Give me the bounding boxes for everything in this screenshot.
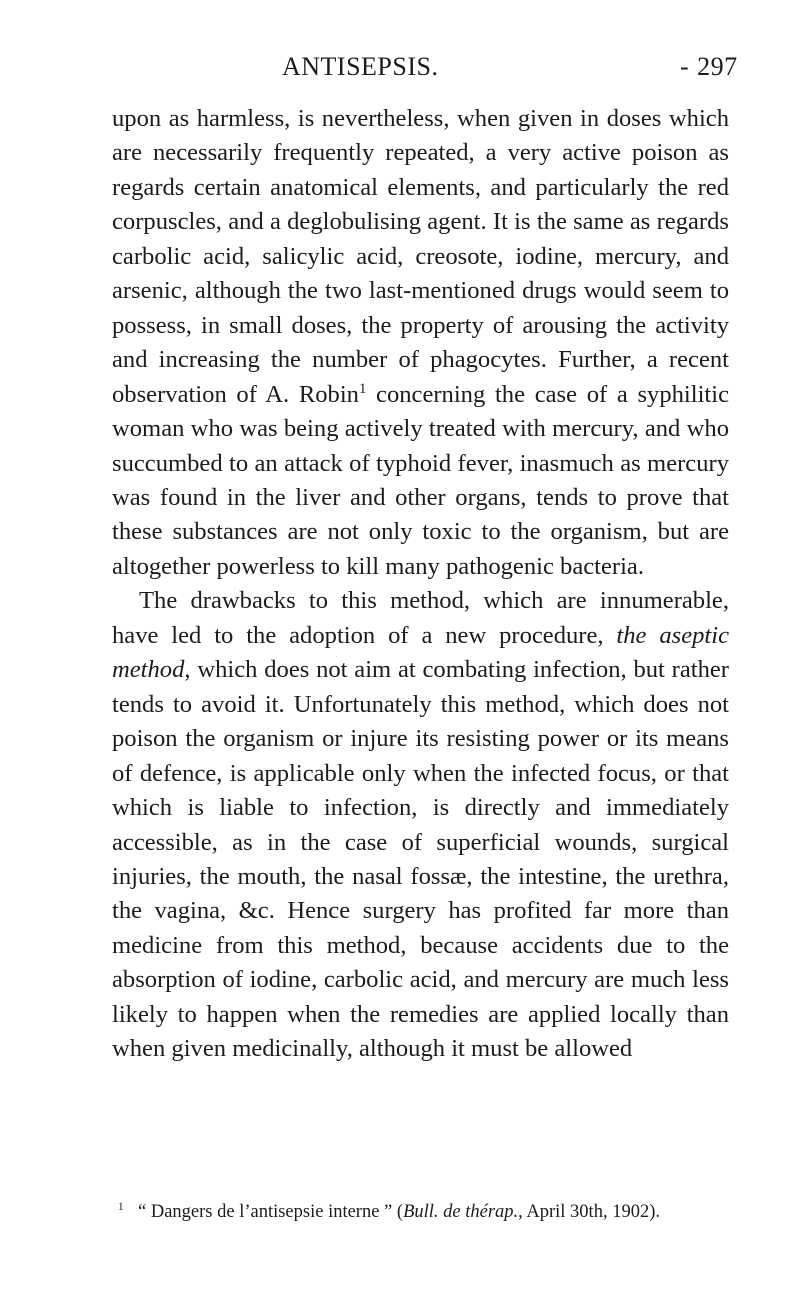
footnote — [112, 1200, 729, 1225]
footnote-text-b: , April 30th, 1902). — [518, 1202, 660, 1222]
running-head — [0, 52, 800, 92]
body-text — [112, 102, 729, 1067]
paragraph-2-text-b: , which does not aim at combating infection, but rather tends to avoid it. Unfortunately this method, which does not poison the organism or injure its resisting power or its means of defence, is applicable only when the infected focus, or that which is liable to infection, is directly and immediately accessible, as in the case of superficial wounds, surgical injuries, the mouth, the nasal fossæ, the intestine, the urethra, the vagina, &c. Hence surgery has profited far more than medicine from this method, because accidents due to the absorption of iodine, carbolic acid, and mercury are much less likely to happen when the remedies are applied locally than when given medicinally, although it must be allowed — [112, 656, 729, 1063]
page-number-value: 297 — [697, 52, 738, 81]
paragraph-1-text-a: upon as harmless, is nevertheless, when given in doses which are necessarily frequently repeated, a very active poison as regards certain anatomical elements, and particularly the red corpuscles, and a deglobulising agent. It is the same as regards carbolic acid, salicylic acid, creosote, iodine, mercury, and arsenic, although the two last-mentioned drugs would seem to possess, in small doses, the property of arousing the activity and increasing the number of phagocytes. Further, a recent observation of A. Robin — [112, 105, 729, 408]
aseptic-method-term: the aseptic method — [112, 621, 730, 684]
paragraph-1 — [112, 102, 729, 584]
paragraph-1-text-b: concerning the case of a syphilitic woman who was being actively treated with mercury, and who succumbed to an attack of typhoid fever, inasmuch as mercury was found in the liver and other organs, tends to prove that these substances are not only toxic to the organism, but are altogether powerless to kill many pathogenic bacteria. — [112, 380, 729, 580]
paragraph-2 — [112, 584, 729, 1066]
running-title: ANTISEPSIS. — [282, 52, 439, 81]
paragraph-2-text-a: The drawbacks to this method, which are innumerable, have led to the adoption of a new procedure, — [112, 587, 729, 649]
footnote-marker-number: 1 — [118, 1200, 124, 1213]
page-number — [680, 52, 738, 82]
footnote-journal: Bull. de thérap. — [403, 1202, 519, 1222]
footnote-reference: 1 — [358, 380, 367, 397]
footnote-marker — [112, 1200, 138, 1225]
footnote-text-a: “ Dangers de l’antisepsie interne ” ( — [138, 1202, 404, 1222]
page-number-dash: - — [680, 52, 690, 81]
